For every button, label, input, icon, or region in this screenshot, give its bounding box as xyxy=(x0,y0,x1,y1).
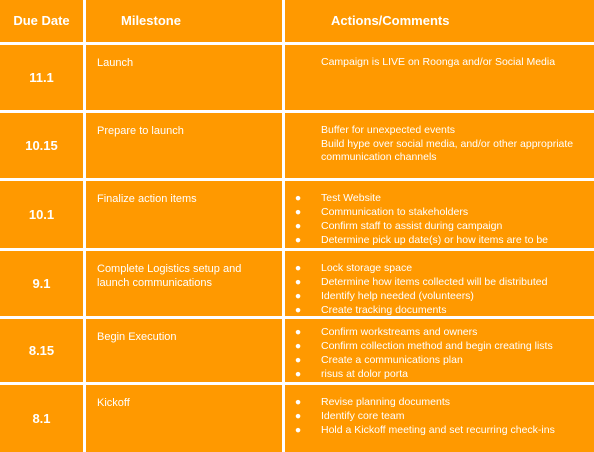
list-item: ● Confirm staff to assist during campaign xyxy=(294,220,503,232)
bullet-icon: ● xyxy=(294,368,302,380)
bullet-icon: ● xyxy=(294,192,302,204)
list-item: ● Confirm collection method and begin creating lists xyxy=(294,340,553,352)
milestone-cell: Finalize action items xyxy=(86,181,282,248)
list-item: ● Identify core team xyxy=(294,410,405,422)
bullet-icon: ● xyxy=(294,276,302,288)
milestone-cell: Begin Execution xyxy=(86,319,282,382)
table-row xyxy=(0,181,594,248)
due-date-cell: 8.15 xyxy=(0,319,83,382)
list-item: ● Create a communications plan xyxy=(294,354,463,366)
milestone-cell: Launch xyxy=(86,45,282,110)
list-item: ● Lock storage space xyxy=(294,262,413,274)
bullet-icon: ● xyxy=(294,220,302,232)
bullet-icon: ● xyxy=(294,340,302,352)
action-list xyxy=(285,396,590,438)
bullet-icon: ● xyxy=(294,262,302,274)
actions-cell xyxy=(285,181,594,248)
action-list xyxy=(285,192,590,248)
table-row xyxy=(0,385,594,452)
list-item: ● Revise planning documents xyxy=(294,396,450,408)
list-item: ● Confirm workstreams and owners xyxy=(294,326,478,338)
bullet-icon: ● xyxy=(294,354,302,366)
milestone-cell: Kickoff xyxy=(86,385,282,452)
due-date-cell: 10.15 xyxy=(0,113,83,178)
due-date-cell: 11.1 xyxy=(0,45,83,110)
table-row xyxy=(0,113,594,178)
due-date-cell: 9.1 xyxy=(0,251,83,316)
action-text: Build hype over social media, and/or other appropriate xyxy=(321,137,574,150)
action-list xyxy=(285,326,590,382)
header-due-date: Due Date xyxy=(0,0,83,42)
action-text: communication channels xyxy=(321,151,437,163)
bullet-icon: ● xyxy=(294,206,302,218)
list-item: ● Communication to stakeholders xyxy=(294,206,469,218)
bullet-icon: ● xyxy=(294,290,302,302)
bullet-icon: ● xyxy=(294,304,302,316)
bullet-icon: ● xyxy=(294,410,302,422)
bullet-icon: ● xyxy=(294,396,302,408)
table-row xyxy=(0,45,594,110)
action-text: Campaign is LIVE on Roonga and/or Social Media xyxy=(321,56,556,68)
bullet-icon: ● xyxy=(294,326,302,338)
bullet-icon: ● xyxy=(294,234,302,246)
milestone-cell: Prepare to launch xyxy=(86,113,282,178)
list-item: ● Hold a Kickoff meeting and set recurring check-ins xyxy=(294,424,555,436)
due-date-cell: 8.1 xyxy=(0,385,83,452)
actions-cell xyxy=(285,319,594,382)
header-actions: Actions/Comments xyxy=(285,0,594,42)
due-date-cell: 10.1 xyxy=(0,181,83,248)
milestone-cell: Complete Logistics setup and launch communications xyxy=(86,251,282,316)
list-item: ● risus at dolor porta xyxy=(294,368,408,380)
action-text: Buffer for unexpected events xyxy=(321,124,456,136)
action-list xyxy=(285,262,590,318)
table-row xyxy=(0,319,594,382)
header-milestone: Milestone xyxy=(86,0,282,42)
list-item: ● Create tracking documents xyxy=(294,304,447,316)
table-header xyxy=(0,0,594,42)
actions-cell xyxy=(285,113,594,178)
actions-cell xyxy=(285,385,594,452)
list-item: ● Test Website xyxy=(294,192,381,204)
bullet-icon: ● xyxy=(294,424,302,436)
list-item: ● Determine pick up date(s) or how items are to be xyxy=(294,234,549,246)
actions-cell xyxy=(285,251,594,316)
list-item: ● Identify help needed (volunteers) xyxy=(294,290,474,302)
actions-cell xyxy=(285,45,594,110)
table-row xyxy=(0,251,594,316)
list-item: ● Determine how items collected will be distributed xyxy=(294,276,548,288)
